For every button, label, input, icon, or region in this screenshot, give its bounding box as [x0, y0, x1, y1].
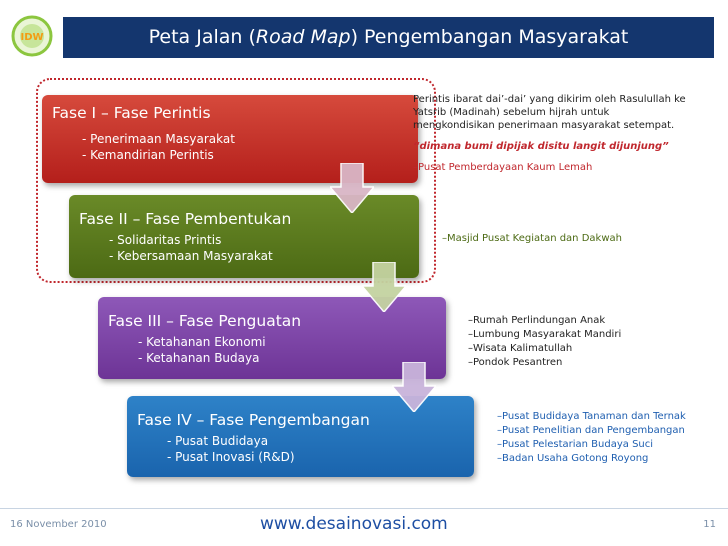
phase-3-item: - Ketahanan Budaya	[138, 351, 260, 365]
phase-1-description	[413, 93, 686, 132]
note-text: Masjid Pusat Kegiatan dan Dakwah	[447, 233, 622, 244]
footer-divider	[0, 508, 728, 509]
phase-3-note-item: –Rumah Perlindungan Anak	[468, 315, 606, 326]
phase-4-item: - Pusat Budidaya	[167, 434, 269, 448]
phase-4-note-item: –Badan Usaha Gotong Royong	[497, 453, 649, 464]
phase-2-note-item: –Masjid Pusat Kegiatan dan Dakwah	[442, 233, 622, 244]
note-text: Wisata Kalimatullah	[473, 343, 573, 354]
phase-4-notes	[497, 410, 686, 466]
page-number: 11	[703, 519, 716, 530]
phase-4-title: Fase IV – Fase Pengembangan	[137, 411, 370, 429]
description-line: Yatsrib (Madinah) sebelum hijrah untuk	[413, 107, 610, 118]
note-text: Badan Usaha Gotong Royong	[502, 453, 649, 464]
note-text: Pusat Pelestarian Budaya Suci	[502, 439, 654, 450]
phase-3-title: Fase III – Fase Penguatan	[108, 312, 302, 330]
description-line: mengkondisikan penerimaan masyarakat setempat.	[413, 120, 675, 131]
phase-2-item: - Solidaritas Printis	[109, 233, 222, 247]
phase-3-note-item: –Lumbung Masyarakat Mandiri	[468, 329, 622, 340]
note-text: Rumah Perlindungan Anak	[473, 315, 606, 326]
phase-2-title: Fase II – Fase Pembentukan	[79, 210, 292, 228]
title-suffix: ) Pengembangan Masyarakat	[350, 26, 629, 48]
phase-1-quote: “dimana bumi dipijak disitu langit dijunjung”	[413, 141, 669, 152]
phase-1-item: - Kemandirian Perintis	[82, 148, 214, 162]
title-prefix: Peta Jalan (	[148, 26, 256, 48]
phase-3-item: - Ketahanan Ekonomi	[138, 335, 266, 349]
down-arrow-icon	[392, 362, 436, 412]
note-text: Pusat Pemberdayaan Kaum Lemah	[418, 162, 593, 173]
phase-4-note-item: –Pusat Penelitian dan Pengembangan	[497, 425, 685, 436]
title-italic: Road Map	[255, 26, 351, 48]
note-text: Pondok Pesantren	[473, 357, 563, 368]
phase-3-note-item: –Wisata Kalimatullah	[468, 343, 573, 354]
phase-4-note-item: –Pusat Budidaya Tanaman dan Ternak	[497, 411, 686, 422]
phase-1-item: - Penerimaan Masyarakat	[82, 132, 235, 146]
footer-date: 16 November 2010	[10, 519, 107, 530]
logo	[10, 14, 54, 58]
logo-icon	[10, 14, 54, 58]
phase-1-title: Fase I – Fase Perintis	[52, 104, 211, 122]
down-arrow-icon	[362, 262, 406, 312]
footer-url-link[interactable]: www.desainovasi.com	[260, 514, 448, 534]
phase-2-item: - Kebersamaan Masyarakat	[109, 249, 273, 263]
phase-4-item: - Pusat Inovasi (R&D)	[167, 450, 295, 464]
logo-text: IDW	[20, 32, 44, 43]
down-arrow-icon	[330, 163, 374, 213]
phase-4-note-item: –Pusat Pelestarian Budaya Suci	[497, 439, 654, 450]
page-title	[63, 17, 714, 58]
note-text: Pusat Budidaya Tanaman dan Ternak	[502, 411, 686, 422]
note-text: Lumbung Masyarakat Mandiri	[473, 329, 622, 340]
note-text: Pusat Penelitian dan Pengembangan	[502, 425, 685, 436]
phase-3-note-item: –Pondok Pesantren	[468, 357, 563, 368]
phase-3-notes	[468, 314, 621, 370]
description-line: Perintis ibarat dai’-dai’ yang dikirim oleh Rasulullah ke	[413, 94, 686, 105]
phase-1-note-item: –Pusat Pemberdayaan Kaum Lemah	[413, 162, 593, 173]
